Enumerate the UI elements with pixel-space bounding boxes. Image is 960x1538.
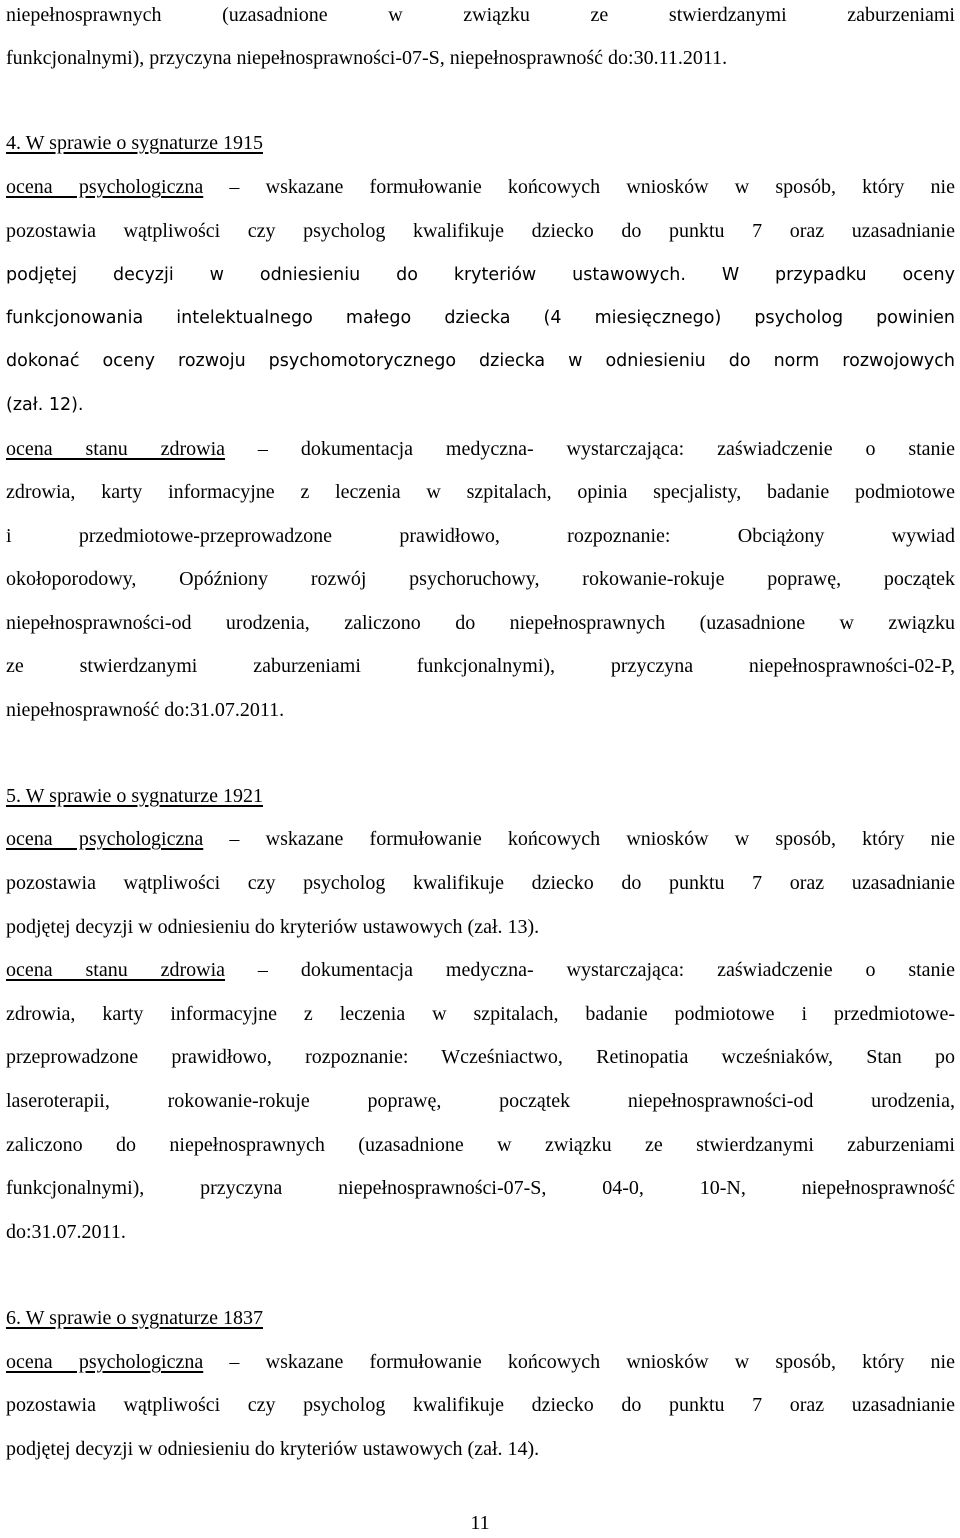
section-4-health-line-2: zdrowia, karty informacyjne z leczenia w szpitalach, opinia specjalisty, badanie podmiotowe bbox=[6, 481, 955, 503]
section-6-psych-line-1 bbox=[6, 1347, 955, 1377]
section-4-health-text-1: – dokumentacja medyczna- wystarczająca: zaświadczenie o stanie bbox=[225, 438, 955, 460]
section-5-health-line-7: do:31.07.2011. bbox=[6, 1221, 126, 1243]
section-5-health-text-1: – dokumentacja medyczna- wystarczająca: zaświadczenie o stanie bbox=[225, 959, 955, 981]
section-4-heading-text: 4. W sprawie o sygnaturze 1915 bbox=[6, 132, 263, 154]
section-4-psych-text-3b: W przypadku oceny bbox=[685, 265, 955, 285]
section-4-health-line-1 bbox=[6, 434, 955, 464]
section-4-health-line-7: niepełnosprawność do:31.07.2011. bbox=[6, 699, 285, 721]
section-5-health-line-3: przeprowadzone prawidłowo, rozpoznanie: Wcześniactwo, Retinopatia wcześniaków, Stan po bbox=[6, 1046, 955, 1068]
section-4-psych-text-3a: podjętej decyzji w odniesieniu do kryteriów ustawowych. bbox=[6, 265, 686, 285]
section-6-psych-line-3: podjętej decyzji w odniesieniu do kryteriów ustawowych (zał. 14). bbox=[6, 1438, 540, 1460]
section-4-psych-line-3 bbox=[6, 259, 955, 289]
intro-line-1: niepełnosprawnych (uzasadnione w związku ze stwierdzanymi zaburzeniami bbox=[6, 4, 955, 26]
section-5-psych-label: ocena psychologiczna bbox=[6, 828, 204, 850]
section-5-psych-line-2: pozostawia wątpliwości czy psycholog kwalifikuje dziecko do punktu 7 oraz uzasadnianie bbox=[6, 872, 955, 894]
section-5-health-line-5: zaliczono do niepełnosprawnych (uzasadnione w związku ze stwierdzanymi zaburzeniami bbox=[6, 1134, 955, 1156]
section-5-psych-line-1 bbox=[6, 824, 955, 854]
section-4-psych-line-2: pozostawia wątpliwości czy psycholog kwalifikuje dziecko do punktu 7 oraz uzasadnianie bbox=[6, 220, 955, 242]
section-5-psych-line-3: podjętej decyzji w odniesieniu do kryteriów ustawowych (zał. 13). bbox=[6, 916, 540, 938]
section-5-health-line-6: funkcjonalnymi), przyczyna niepełnosprawności-07-S, 04-0, 10-N, niepełnosprawność bbox=[6, 1177, 955, 1199]
section-6-psych-text-1: – wskazane formułowanie końcowych wniosków w sposób, który nie bbox=[203, 1351, 955, 1373]
intro-line-2: funkcjonalnymi), przyczyna niepełnosprawności-07-S, niepełnosprawność do:30.11.2011. bbox=[6, 47, 728, 69]
section-4-health-line-3: i przedmiotowe-przeprowadzone prawidłowo, rozpoznanie: Obciążony wywiad bbox=[6, 525, 955, 547]
section-5-heading bbox=[6, 781, 955, 811]
section-4-psych-text-1: – wskazane formułowanie końcowych wniosków w sposób, który nie bbox=[203, 176, 955, 198]
section-4-health-label: ocena stanu zdrowia bbox=[6, 438, 226, 460]
section-5-health-line-2: zdrowia, karty informacyjne z leczenia w szpitalach, badanie podmiotowe i przedmiotowe- bbox=[6, 1003, 955, 1025]
section-4-health-line-5: niepełnosprawności-od urodzenia, zaliczono do niepełnosprawnych (uzasadnione w związku bbox=[6, 612, 955, 634]
section-4-health-line-6: ze stwierdzanymi zaburzeniami funkcjonalnymi), przyczyna niepełnosprawności-02-P, bbox=[6, 655, 955, 677]
section-5-health-label: ocena stanu zdrowia bbox=[6, 959, 226, 981]
page-number: 11 bbox=[470, 1512, 490, 1534]
section-5-psych-text-1: – wskazane formułowanie końcowych wniosków w sposób, który nie bbox=[203, 828, 955, 850]
section-5-health-line-4: laseroterapii, rokowanie-rokuje poprawę, początek niepełnosprawności-od urodzenia, bbox=[6, 1090, 955, 1112]
section-4-psych-line-1 bbox=[6, 172, 955, 202]
section-5-health-line-1 bbox=[6, 955, 955, 985]
section-6-psych-line-2: pozostawia wątpliwości czy psycholog kwalifikuje dziecko do punktu 7 oraz uzasadnianie bbox=[6, 1394, 955, 1416]
section-5-heading-text: 5. W sprawie o sygnaturze 1921 bbox=[6, 785, 263, 807]
section-4-psych-line-6: (zał. 12). bbox=[6, 395, 84, 415]
section-6-heading bbox=[6, 1303, 955, 1333]
section-6-psych-label: ocena psychologiczna bbox=[6, 1351, 204, 1373]
section-4-psych-label: ocena psychologiczna bbox=[6, 176, 204, 198]
section-6-heading-text: 6. W sprawie o sygnaturze 1837 bbox=[6, 1307, 263, 1329]
section-4-health-line-4: okołoporodowy, Opóźniony rozwój psychoruchowy, rokowanie-rokuje poprawę, początek bbox=[6, 568, 955, 590]
section-4-heading bbox=[6, 128, 955, 158]
section-4-psych-line-4: funkcjonowania intelektualnego małego dziecka (4 miesięcznego) psycholog powinien bbox=[6, 308, 955, 328]
section-4-psych-line-5: dokonać oceny rozwoju psychomotorycznego dziecka w odniesieniu do norm rozwojowych bbox=[6, 351, 955, 371]
